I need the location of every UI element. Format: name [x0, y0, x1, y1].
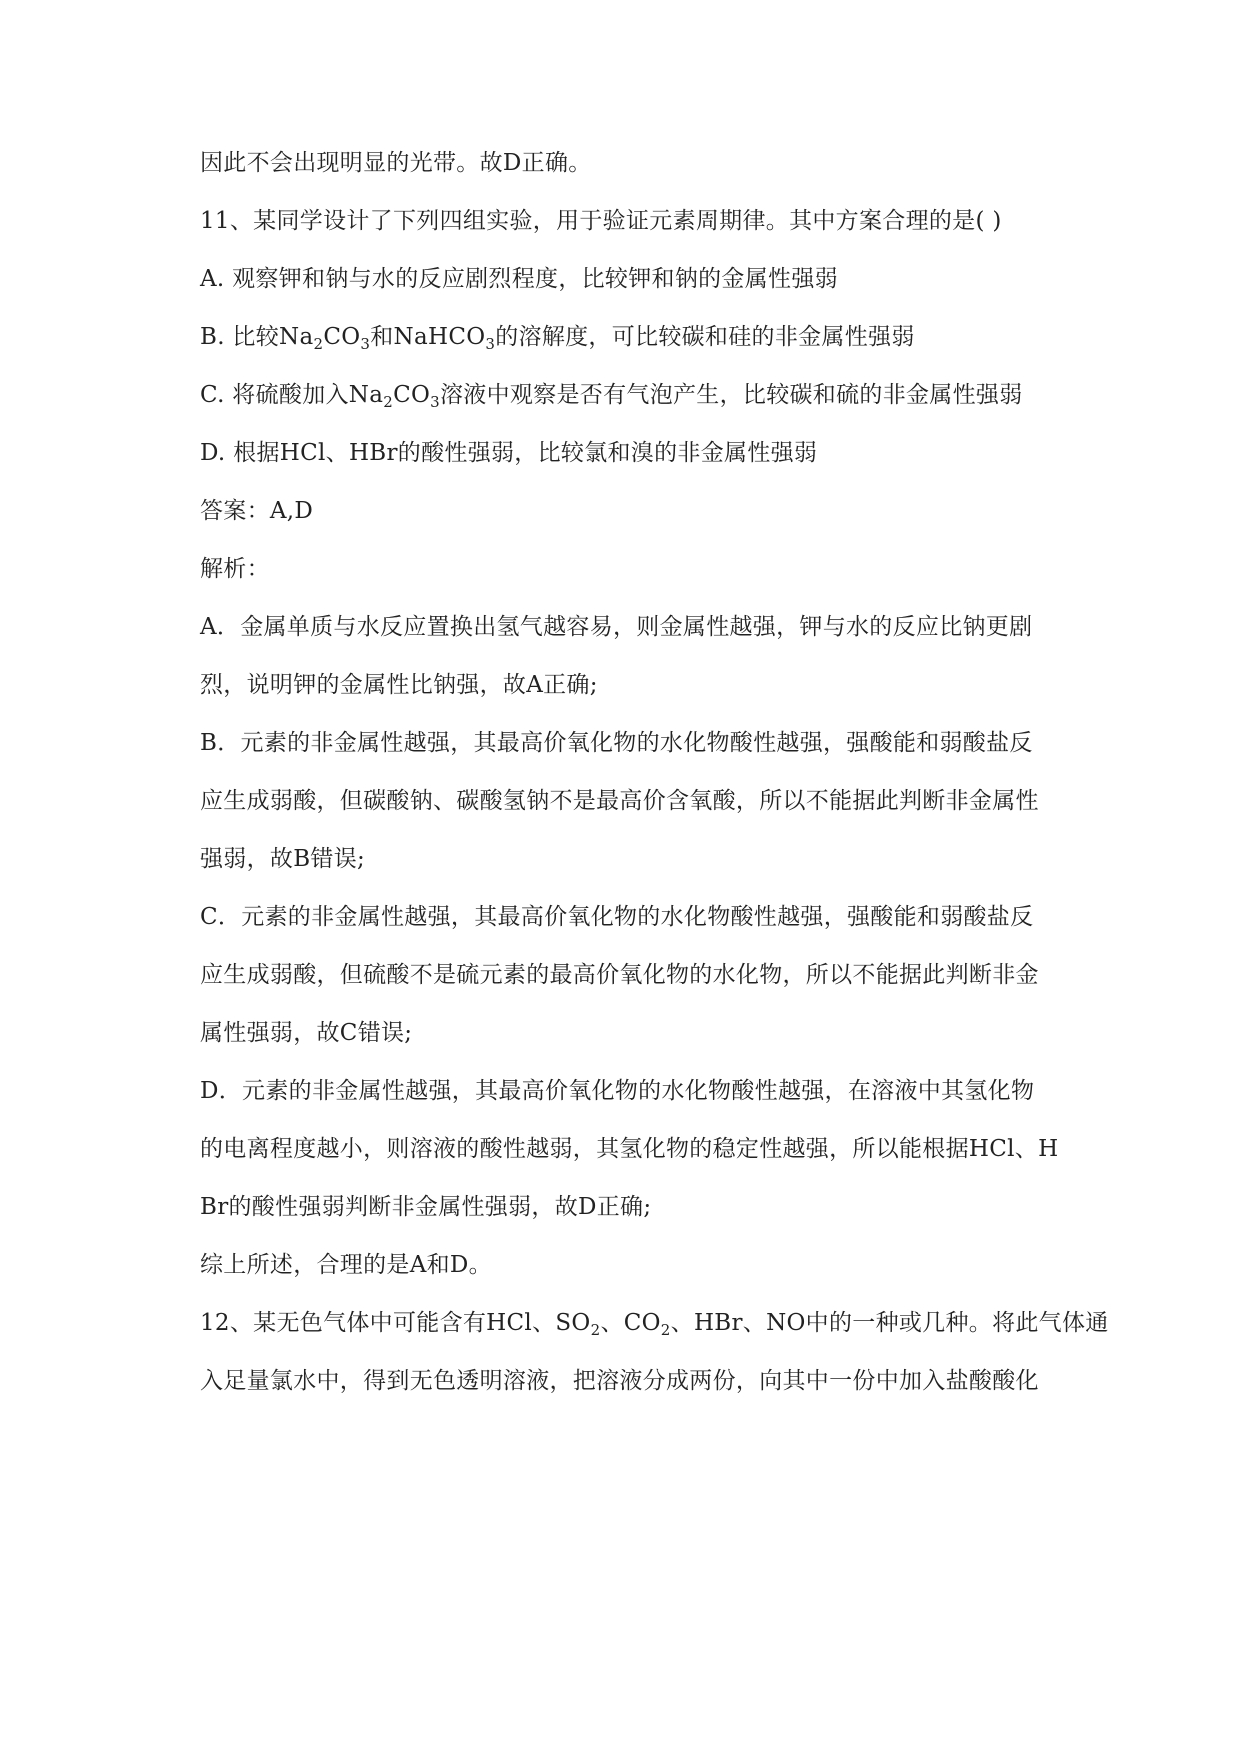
text-segment: 12、某无色气体中可能含有HCl、SO [200, 1310, 591, 1336]
text-segment: C. 将硫酸加入Na [200, 382, 384, 408]
subscript: 2 [590, 1321, 601, 1339]
text-segment: B. 比较Na [200, 324, 314, 350]
option-c [200, 380, 1100, 410]
analysis-a-line-2: 烈，说明钾的金属性比钠强，故A正确; [200, 672, 598, 698]
text-segment: CO [393, 382, 431, 408]
analysis-c-line-1: C．元素的非金属性越强，其最高价氧化物的水化物酸性越强，强酸能和弱酸盐反 [200, 904, 1034, 930]
analysis-b-line-3: 强弱，故B错误; [200, 846, 366, 872]
subscript: 2 [313, 335, 324, 353]
summary-line: 综上所述，合理的是A和D。 [200, 1252, 492, 1278]
analysis-b-line-2: 应生成弱酸，但碳酸钠、碳酸氢钠不是最高价含氧酸，所以不能据此判断非金属性 [200, 788, 1039, 814]
option-b [200, 322, 1100, 352]
analysis-c-line-3: 属性强弱，故C错误; [200, 1020, 413, 1046]
analysis-d-line-1: D．元素的非金属性越强，其最高价氧化物的水化物酸性越强，在溶液中其氢化物 [200, 1078, 1035, 1104]
question-12-line-1 [200, 1308, 1109, 1339]
answer-line: 答案：A,D [200, 498, 314, 524]
option-d: D. 根据HCl、HBr的酸性强弱，比较氯和溴的非金属性强弱 [200, 440, 818, 466]
text-line: 因此不会出现明显的光带。故D正确。 [200, 150, 592, 176]
subscript: 3 [485, 335, 496, 353]
subscript: 2 [660, 1321, 671, 1339]
text-segment: 、HBr、NO中的一种或几种。将此气体通 [670, 1310, 1109, 1336]
text-segment: CO [323, 324, 361, 350]
analysis-a-line-1: A．金属单质与水反应置换出氢气越容易，则金属性越强，钾与水的反应比钠更剧 [200, 614, 1033, 640]
option-a: A. 观察钾和钠与水的反应剧烈程度，比较钾和钠的金属性强弱 [200, 266, 838, 292]
analysis-d-line-2: 的电离程度越小，则溶液的酸性越弱，其氢化物的稳定性越强，所以能根据HCl、H [200, 1136, 1059, 1162]
text-segment: 溶液中观察是否有气泡产生，比较碳和硫的非金属性强弱 [440, 382, 1023, 408]
analysis-heading: 解析： [200, 556, 270, 582]
question-11-stem: 11、某同学设计了下列四组实验，用于验证元素周期律。其中方案合理的是( ) [200, 208, 1002, 234]
text-segment: 、CO [600, 1310, 661, 1336]
analysis-b-line-1: B．元素的非金属性越强，其最高价氧化物的水化物酸性越强，强酸能和弱酸盐反 [200, 730, 1033, 756]
analysis-c-line-2: 应生成弱酸，但硫酸不是硫元素的最高价氧化物的水化物，所以不能据此判断非金 [200, 962, 1039, 988]
text-segment: 和NaHCO [370, 324, 486, 350]
subscript: 3 [430, 393, 440, 411]
question-12-line-2: 入足量氯水中，得到无色透明溶液，把溶液分成两份，向其中一份中加入盐酸酸化 [200, 1368, 1039, 1394]
text-segment: 的溶解度，可比较碳和硅的非金属性强弱 [495, 324, 915, 350]
subscript: 2 [383, 393, 394, 411]
analysis-d-line-3: Br的酸性强弱判断非金属性强弱，故D正确; [200, 1194, 652, 1220]
subscript: 3 [360, 335, 371, 353]
